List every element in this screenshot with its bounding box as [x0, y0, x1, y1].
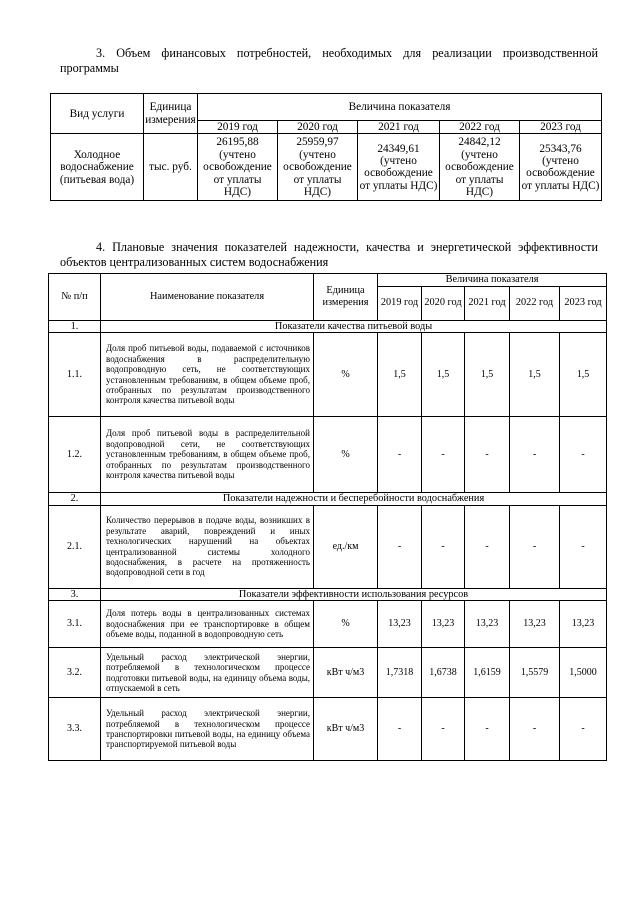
section-number: 2. [49, 493, 101, 506]
col-unit-header: Единица измерения [314, 274, 378, 321]
service-unit: тыс. руб. [144, 134, 198, 201]
indicator-number: 3.1. [49, 601, 101, 648]
amount-2022: 24842,12 (учтено освобождение от уплаты НДС) [440, 134, 520, 201]
indicator-unit: кВт ч/м3 [314, 698, 378, 761]
indicator-unit: % [314, 601, 378, 648]
indicator-value: 1,5 [378, 333, 422, 417]
year-2023-header: 2023 год [520, 121, 602, 134]
indicator-value: - [378, 505, 422, 588]
col-value-header: Величина показателя [198, 94, 602, 121]
indicator-value: 13,23 [378, 601, 422, 648]
indicator-name: Доля проб питьевой воды в распределительной водопроводной сети, не соответствующих установленным требованиям, в общем объеме проб, отобранных по результатам производственного контроля качества питьевой воды [101, 417, 314, 493]
indicator-number: 1.2. [49, 417, 101, 493]
financial-needs-table [50, 93, 602, 201]
indicator-value: - [465, 417, 510, 493]
year-2022-header: 2022 год [440, 121, 520, 134]
indicator-value: - [560, 698, 607, 761]
year-2021-header: 2021 год [465, 286, 510, 320]
indicator-value: - [378, 698, 422, 761]
indicator-unit: % [314, 417, 378, 493]
section-number: 1. [49, 320, 101, 333]
indicator-value: - [422, 505, 465, 588]
indicator-value: 13,23 [465, 601, 510, 648]
indicator-value: 1,5 [422, 333, 465, 417]
section-title: Показатели надежности и бесперебойности водоснабжения [101, 493, 607, 506]
indicator-row [49, 333, 607, 417]
indicator-value: - [510, 698, 560, 761]
indicator-number: 2.1. [49, 505, 101, 588]
indicator-value: - [465, 505, 510, 588]
section-title: Показатели эффективности использования ресурсов [101, 588, 607, 601]
indicator-unit: ед./км [314, 505, 378, 588]
amount-2020: 25959,97 (учтено освобождение от уплаты НДС) [278, 134, 358, 201]
amount-2021: 24349,61 (учтено освобождение от уплаты НДС) [358, 134, 440, 201]
amount-2019: 26195,88 (учтено освобождение от уплаты НДС) [198, 134, 278, 201]
year-2020-header: 2020 год [278, 121, 358, 134]
indicator-value: 1,5000 [560, 648, 607, 698]
indicator-name: Доля проб питьевой воды, подаваемой с источников водоснабжения в распределительную водопроводную сеть, не соответствующих установленным требованиям, в общем объеме проб, отобранных по результатам производственного контроля качества питьевой воды [101, 333, 314, 417]
indicator-row [49, 601, 607, 648]
section-row [49, 493, 607, 506]
indicator-unit: кВт ч/м3 [314, 648, 378, 698]
section-title: Показатели качества питьевой воды [101, 320, 607, 333]
col-unit-header: Единица измерения [144, 94, 198, 134]
year-2019-header: 2019 год [378, 286, 422, 320]
indicator-value: 1,5 [465, 333, 510, 417]
indicator-number: 3.2. [49, 648, 101, 698]
indicator-number: 3.3. [49, 698, 101, 761]
indicator-name: Удельный расход электрической энергии, потребляемой в технологическом процессе подготовки питьевой воды, на единицу объема воды, отпускаемой в сеть [101, 648, 314, 698]
indicator-value: - [465, 698, 510, 761]
indicator-value: - [560, 417, 607, 493]
col-value-header: Величина показателя [378, 274, 607, 287]
year-2021-header: 2021 год [358, 121, 440, 134]
col-service-header: Вид услуги [51, 94, 144, 134]
service-name: Холодное водоснабжение (питьевая вода) [51, 134, 144, 201]
section3-heading: 3. Объем финансовых потребностей, необходимых для реализации производственной программы [60, 46, 598, 75]
col-num-header: № п/п [49, 274, 101, 321]
year-2019-header: 2019 год [198, 121, 278, 134]
section-number: 3. [49, 588, 101, 601]
indicator-value: 1,5 [510, 333, 560, 417]
indicator-value: 1,5 [560, 333, 607, 417]
indicator-row [49, 505, 607, 588]
indicator-value: - [510, 417, 560, 493]
indicator-value: 13,23 [560, 601, 607, 648]
section4-heading: 4. Плановые значения показателей надежности, качества и энергетической эффективности объектов централизованных систем водоснабжения [60, 240, 598, 269]
year-2022-header: 2022 год [510, 286, 560, 320]
indicator-value: 13,23 [510, 601, 560, 648]
section-row [49, 320, 607, 333]
indicator-value: - [378, 417, 422, 493]
indicator-unit: % [314, 333, 378, 417]
indicator-value: - [560, 505, 607, 588]
amount-2023: 25343,76 (учтено освобождение от уплаты НДС) [520, 134, 602, 201]
indicator-value: 1,6738 [422, 648, 465, 698]
indicator-row [49, 417, 607, 493]
indicator-value: - [422, 417, 465, 493]
indicator-value: - [422, 698, 465, 761]
year-2023-header: 2023 год [560, 286, 607, 320]
indicator-name: Удельный расход электрической энергии, потребляемой в технологическом процессе транспортировки питьевой воды, на единицу объема транспортируемой питьевой воды [101, 698, 314, 761]
indicator-value: 1,6159 [465, 648, 510, 698]
indicator-number: 1.1. [49, 333, 101, 417]
indicators-table [48, 273, 607, 761]
indicator-value: 1,7318 [378, 648, 422, 698]
indicator-row [49, 698, 607, 761]
section-row [49, 588, 607, 601]
indicator-value: 1,5579 [510, 648, 560, 698]
indicator-value: - [510, 505, 560, 588]
year-2020-header: 2020 год [422, 286, 465, 320]
indicator-value: 13,23 [422, 601, 465, 648]
indicator-row [49, 648, 607, 698]
indicator-name: Доля потерь воды в централизованных системах водоснабжения при ее транспортировке в общем объеме воды, поданной в водопроводную сеть [101, 601, 314, 648]
indicator-name: Количество перерывов в подаче воды, возникших в результате аварий, повреждений и иных технологических нарушений на объектах централизованной системы холодного водоснабжения, в расчете на протяженность водопроводной сети в год [101, 505, 314, 588]
col-name-header: Наименование показателя [101, 274, 314, 321]
